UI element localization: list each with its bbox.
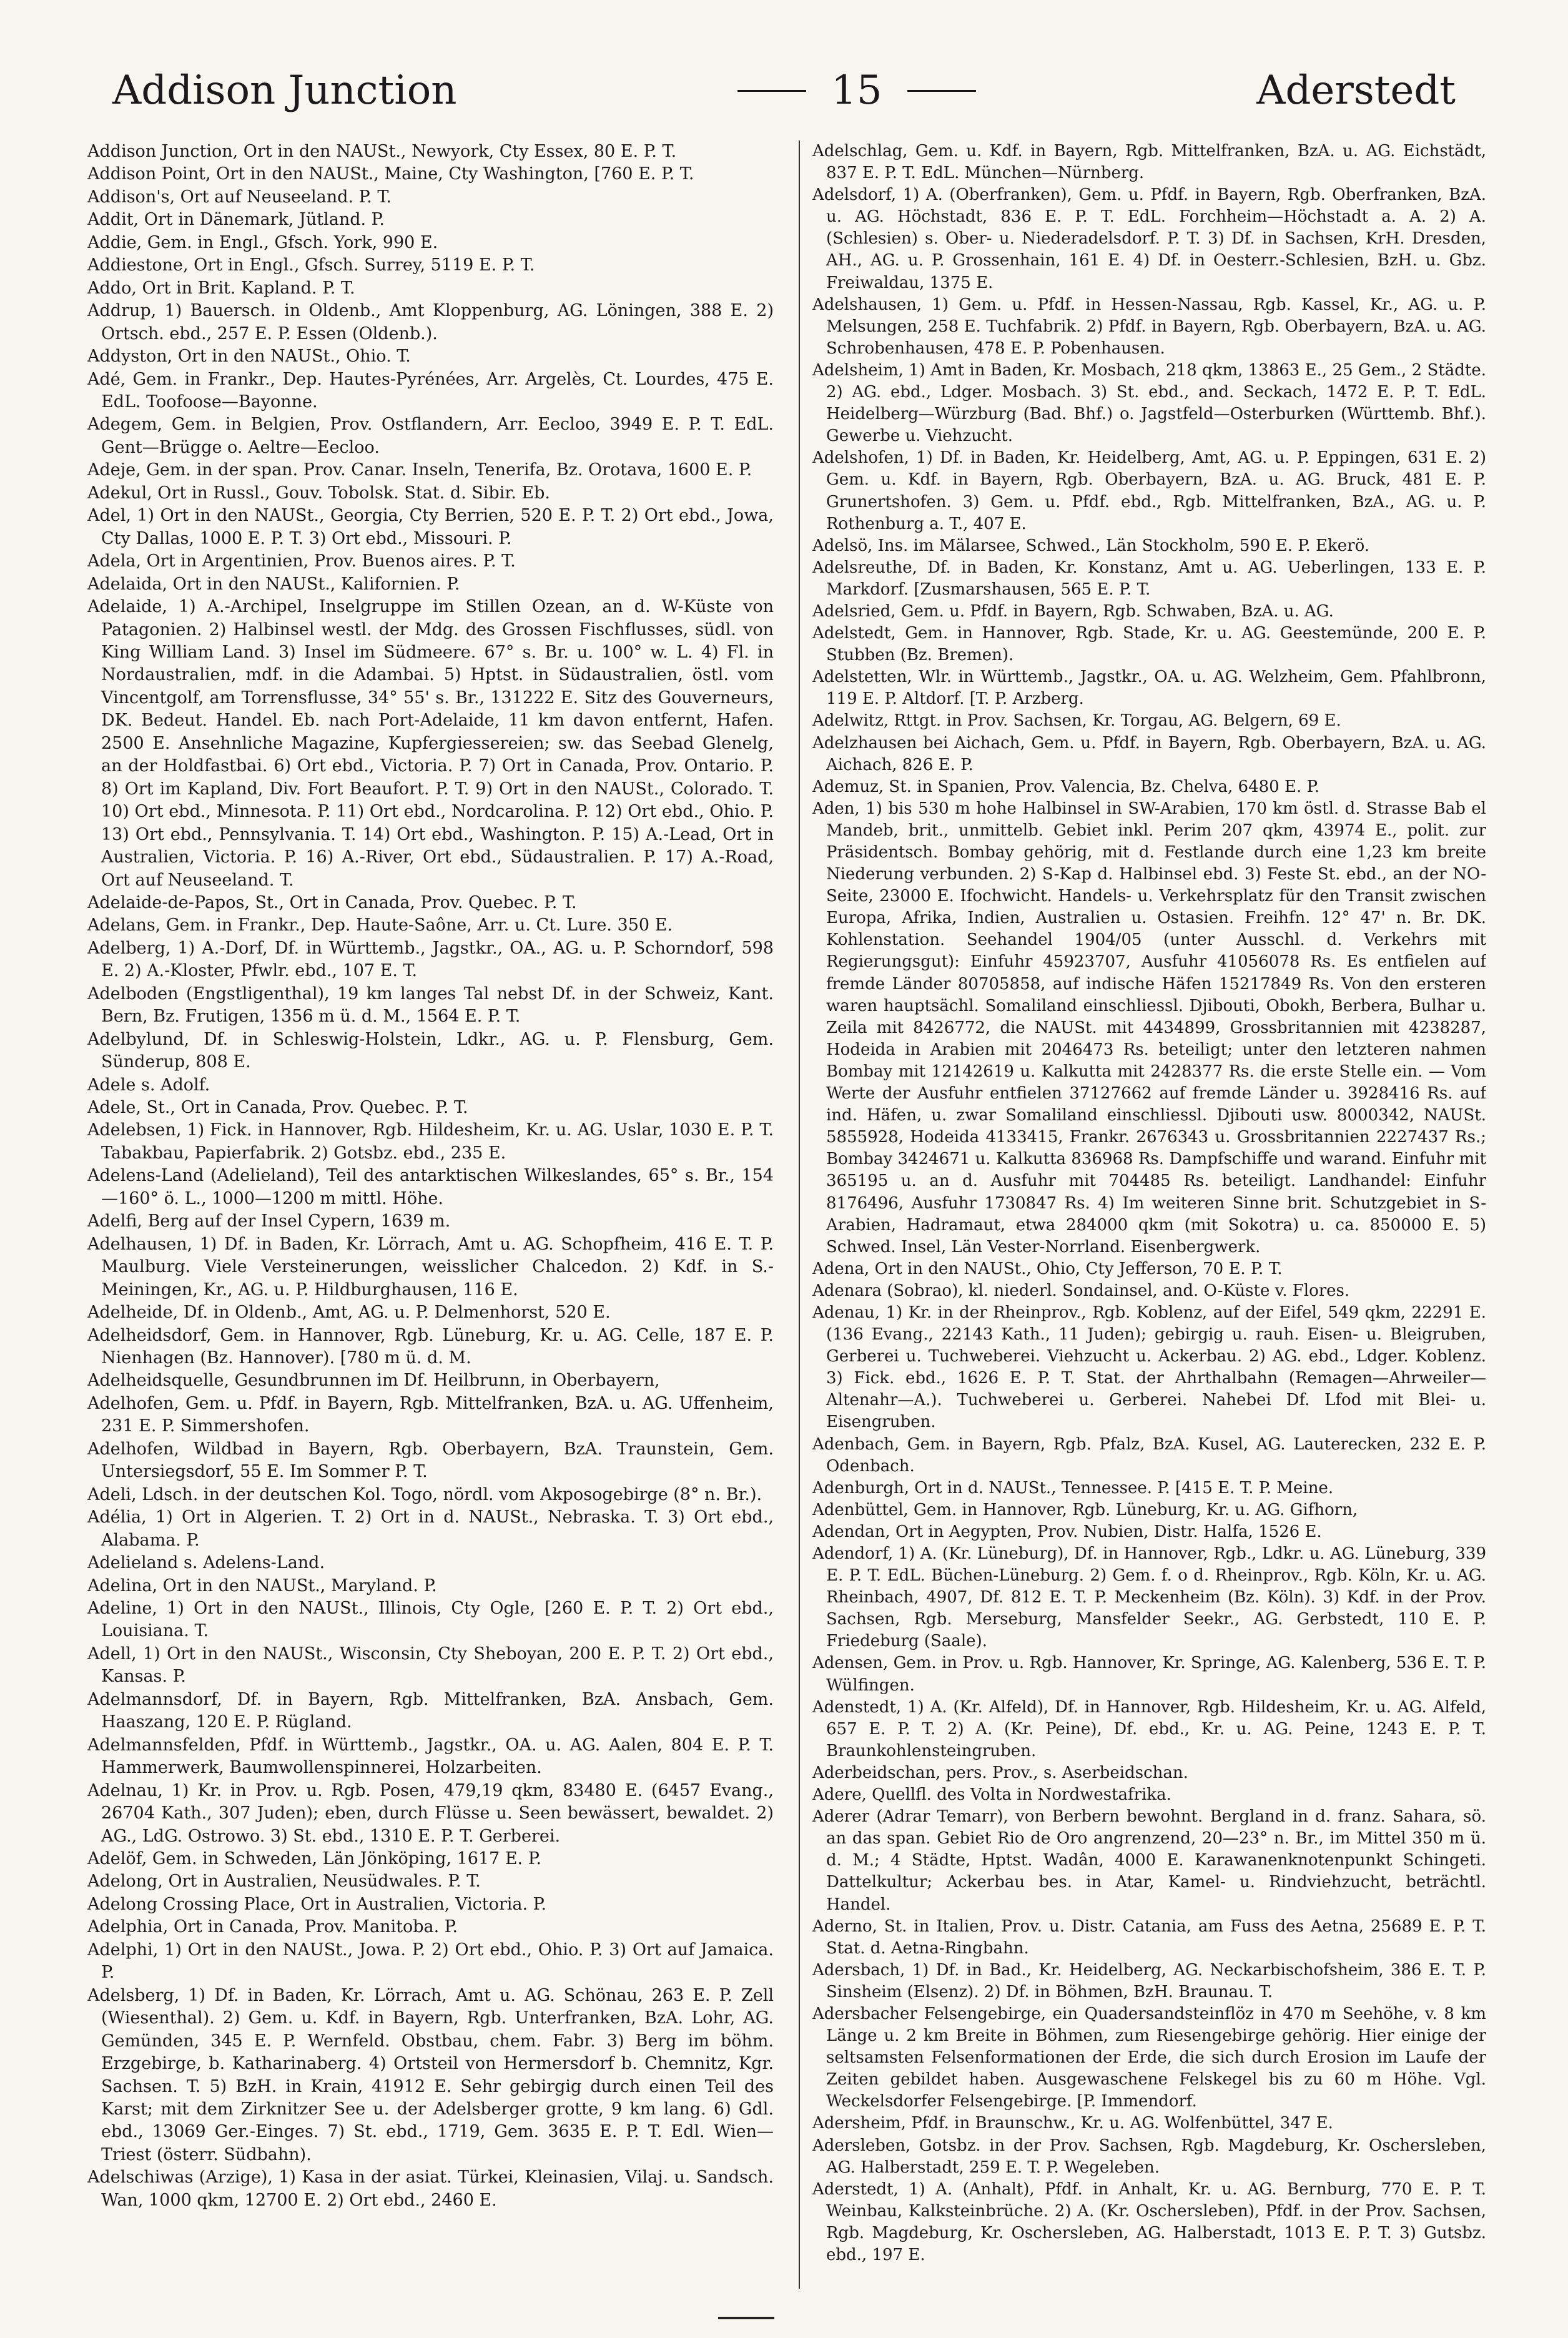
- dictionary-entry: Aderstedt, 1) A. (Anhalt), Pfdf. in Anhalt, Kr. u. AG. Bernburg, 770 E. P. T. Weinbau, Kalksteinbrüche. 2) A. (Kr. Oschersleben), Pfdf. in der Prov. Sachsen, Rgb. Magdeburg, Kr. Oschersleben, AG. Halberstadt, 1013 E. P. T. 3) Gutsbz. ebd., 197 E.: [812, 2179, 1486, 2264]
- dictionary-entry: Adendan, Ort in Aegypten, Prov. Nubien, Distr. Halfa, 1526 E.: [812, 1522, 1322, 1541]
- dictionary-entry: Addo, Ort in Brit. Kapland. P. T.: [87, 278, 355, 298]
- dictionary-entry: Adelbylund, Df. in Schleswig-Holstein, Ldkr., AG. u. P. Flensburg, Gem. Sünderup, 808 E.: [87, 1029, 774, 1072]
- dictionary-entry: Aderno, St. in Italien, Prov. u. Distr. Catania, am Fuss des Aetna, 25689 E. P. T. Stat. d. Aetna-Ringbahn.: [812, 1916, 1486, 1958]
- dictionary-entry: Adendorf, 1) A. (Kr. Lüneburg), Df. in Hannover, Rgb., Ldkr. u. AG. Lüneburg, 339 E. P. T. EdL. Büchen-Lüneburg. 2) Gem. f. o d. Rheinprov., Rgb. Köln, Kr. u. AG. Rheinbach, 4907, Df. 812 E. T. P. Meckenheim (Bz. Köln). 3) Kdf. in der Prov. Sachsen, Rgb. Merseburg, Mansfelder Seekr., AG. Gerbstedt, 110 E. P. Friedeburg (Saale).: [812, 1544, 1486, 1651]
- dictionary-entry: Adelphi, 1) Ort in den NAUSt., Jowa. P. 2) Ort ebd., Ohio. P. 3) Ort auf Jamaica. P.: [87, 1940, 774, 1983]
- dictionary-entry: Adelens-Land (Adelieland), Teil des antarktischen Wilkeslandes, 65° s. Br., 154—160° ö. L., 1000—1200 m mittl. Höhe.: [87, 1166, 774, 1208]
- dictionary-entry: Adelschiwas (Arzige), 1) Kasa in der asiat. Türkei, Kleinasien, Vilaj. u. Sandsch. Wan, 1000 qkm, 12700 E. 2) Ort ebd., 2460 E.: [87, 2168, 774, 2210]
- dictionary-entry: Adelheidsdorf, Gem. in Hannover, Rgb. Lüneburg, Kr. u. AG. Celle, 187 E. P. Nienhagen (Bz. Hannover). [780 m ü. d. M.: [87, 1325, 774, 1368]
- dictionary-entry: Adeje, Gem. in der span. Prov. Canar. Inseln, Tenerifa, Bz. Orotava, 1600 E. P.: [87, 460, 752, 480]
- dictionary-entry: Adelheidsquelle, Gesundbrunnen im Df. Heilbrunn, in Oberbayern,: [87, 1371, 660, 1391]
- dictionary-entry: Adelshausen, 1) Gem. u. Pfdf. in Hessen-Nassau, Rgb. Kassel, Kr., AG. u. P. Melsungen, 258 E. Tuchfabrik. 2) Pfdf. in Bayern, Rgb. Oberbayern, BzA. u. AG. Schrobenhausen, 478 E. P. Pobenhausen.: [812, 295, 1486, 358]
- dictionary-entry: Adelheide, Df. in Oldenb., Amt, AG. u. P. Delmenhorst, 520 E.: [87, 1303, 611, 1323]
- dictionary-entry: Adelnau, 1) Kr. in Prov. u. Rgb. Posen, 479,19 qkm, 83480 E. (6457 Evang., 26704 Kath., 307 Juden); eben, durch Flüsse u. Seen bewässert, bewaldet. 2) AG., LdG. Ostrowo. 3) St. ebd., 1310 E. P. T. Gerberei.: [87, 1780, 774, 1846]
- dictionary-entry: Adelong Crossing Place, Ort in Australien, Victoria. P.: [87, 1894, 546, 1914]
- dictionary-entry: Adelmannsfelden, Pfdf. in Württemb., Jagstkr., OA. u. AG. Aalen, 804 E. P. T. Hammerwerk, Baumwollenspinnerei, Holzarbeiten.: [87, 1735, 774, 1778]
- dictionary-entry: Ademuz, St. in Spanien, Prov. Valencia, Bz. Chelva, 6480 E. P.: [812, 777, 1319, 796]
- dictionary-entry: Adenstedt, 1) A. (Kr. Alfeld), Df. in Hannover, Rgb. Hildesheim, Kr. u. AG. Alfeld, 657 E. P. T. 2) A. (Kr. Peine), Df. ebd., Kr. u. AG. Peine, 1243 E. P. T. Braunkohlensteingruben.: [812, 1697, 1486, 1760]
- dictionary-entry: Adelzhausen bei Aichach, Gem. u. Pfdf. in Bayern, Rgb. Oberbayern, BzA. u. AG. Aichach, 826 E. P.: [812, 733, 1486, 774]
- header-rule-right: [907, 90, 976, 92]
- dictionary-entry: Adersleben, Gotsbz. in der Prov. Sachsen, Rgb. Magdeburg, Kr. Oschersleben, AG. Halberstadt, 259 E. T. P. Wegeleben.: [812, 2136, 1486, 2177]
- header-left-keyword: Addison Junction: [112, 67, 457, 114]
- dictionary-entry: Adenau, 1) Kr. in der Rheinprov., Rgb. Koblenz, auf der Eifel, 549 qkm, 22291 E. (136 Evang., 22143 Kath., 11 Juden); gebirgig u. rauh. Eisen- u. Bleigruben, Gerberei u. Tuchweberei. Viehzucht u. Ackerbau. 2) AG. ebd., Ldger. Koblenz. 3) Fick. ebd., 1626 E. P. T. Stat. der Ahrthalbahn (Remagen—Ahrweiler—Altenahr—A.). Tuchweberei u. Gerberei. Nahebei Df. Lfod mit Blei- u. Eisengruben.: [812, 1303, 1486, 1432]
- dictionary-entry: Adela, Ort in Argentinien, Prov. Buenos aires. P. T.: [87, 551, 516, 571]
- dictionary-entry: Adelwitz, Rttgt. in Prov. Sachsen, Kr. Torgau, AG. Belgern, 69 E.: [812, 711, 1341, 731]
- dictionary-entry: Adelsö, Ins. im Mälarsee, Schwed., Län Stockholm, 590 E. P. Ekerö.: [812, 536, 1370, 555]
- dictionary-entry: Adenara (Sobrao), kl. niederl. Sondainsel, and. O-Küste v. Flores.: [812, 1281, 1350, 1300]
- dictionary-entry: Adelaida, Ort in den NAUSt., Kalifornien. P.: [87, 574, 460, 594]
- dictionary-entry: Adelsried, Gem. u. Pfdf. in Bayern, Rgb. Schwaben, BzA. u. AG.: [812, 601, 1334, 621]
- dictionary-entry: Adelaide, 1) A.-Archipel, Inselgruppe im Stillen Ozean, an d. W-Küste von Patagonien. 2) Halbinsel westl. der Mdg. des Grossen Fischflusses, südl. von King William Land. 3) Insel im Südmeere. 67° s. Br. u. 100° w. L. 4) Fl. in Nordaustralien, mdf. in die Adambai. 5) Hptst. in Südaustralien, östl. vom Vincentgolf, am Torrensflusse, 34° 55' s. Br., 131222 E. Sitz des Gouverneurs, DK. Bedeut. Handel. Eb. nach Port-Adelaide, 11 km davon entfernt, Hafen. 2500 E. Ansehnliche Magazine, Kupfergiessereien; sw. das Seebad Glenelg, an der Holdfastbai. 6) Ort ebd., Victoria. P. 7) Ort in Canada, Prov. Ontario. P. 8) Ort im Kapland, Div. Fort Beaufort. P. T. 9) Ort in den NAUSt., Colorado. T. 10) Ort ebd., Minnesota. P. 11) Ort ebd., Nordcarolina. P. 12) Ort ebd., Ohio. P. 13) Ort ebd., Pennsylvania. T. 14) Ort ebd., Washington. P. 15) A.-Lead, Ort in Australien, Victoria. P. 16) A.-River, Ort ebd., Südaustralien. P. 17) A.-Road, Ort auf Neuseeland. T.: [87, 597, 774, 890]
- dictionary-entry: Adensen, Gem. in Prov. u. Rgb. Hannover, Kr. Springe, AG. Kalenberg, 536 E. T. P. Wülfingen.: [812, 1654, 1486, 1695]
- dictionary-entry: Adelstetten, Wlr. in Württemb., Jagstkr., OA. u. AG. Welzheim, Gem. Pfahlbronn, 119 E. P. Altdorf. [T. P. Arzberg.: [812, 668, 1486, 709]
- dictionary-entry: Addyston, Ort in den NAUSt., Ohio. T.: [87, 347, 411, 367]
- dictionary-entry: Adelebsen, 1) Fick. in Hannover, Rgb. Hildesheim, Kr. u. AG. Uslar, 1030 E. P. T. Tabakbau, Papierfabrik. 2) Gotsbz. ebd., 235 E.: [87, 1120, 774, 1163]
- dictionary-entry: Adersbacher Felsengebirge, ein Quadersandsteinflöz in 470 m Seehöhe, v. 8 km Länge u. 2 km Breite in Böhmen, zum Riesengebirge gehörig. Hier einige der seltsamsten Felsenformationen der Erde, die sich durch Erosion im Laufe der Zeiten gebildet haben. Ausgewaschene Felskegel bis zu 60 m Höhe. Vgl. Weckelsdorfer Felsengebirge. [P. Immendorf.: [812, 2004, 1486, 2111]
- dictionary-entry: Adelong, Ort in Australien, Neusüdwales. P. T.: [87, 1872, 481, 1892]
- dictionary-entry: Adersheim, Pfdf. in Braunschw., Kr. u. AG. Wolfenbüttel, 347 E.: [812, 2114, 1333, 2133]
- dictionary-entry: Adelhofen, Wildbad in Bayern, Rgb. Oberbayern, BzA. Traunstein, Gem. Untersiegsdorf, 55 E. Im Sommer P. T.: [87, 1439, 774, 1482]
- header-center: [737, 67, 975, 114]
- dictionary-entry: Adelsdorf, 1) A. (Oberfranken), Gem. u. Pfdf. in Bayern, Rgb. Oberfranken, BzA. u. AG. Höchstadt, 836 E. P. T. EdL. Forchheim—Höchstadt a. A. 2) A. (Schlesien) s. Ober- u. Niederadelsdorf. P. T. 3) Df. in Sachsen, KrH. Dresden, AH., AG. u. P. Grossenhain, 161 E. 4) Df. in Oesterr.-Schlesien, BzH. u. Gbz. Freiwaldau, 1375 E.: [812, 185, 1486, 292]
- dictionary-entry: Adersbach, 1) Df. in Bad., Kr. Heidelberg, AG. Neckarbischofsheim, 386 E. T. P. Sinsheim (Elsenz). 2) Df. in Böhmen, BzH. Braunau. T.: [812, 1960, 1486, 2001]
- dictionary-entry: Adelsheim, 1) Amt in Baden, Kr. Mosbach, 218 qkm, 13863 E., 25 Gem., 2 Städte. 2) AG. ebd., Ldger. Mosbach. 3) St. ebd., and. Seckach, 1472 E. P. T. EdL. Heidelberg—Würzburg (Bad. Bhf.) o. Jagstfeld—Osterburken (Württemb. Bhf.). Gewerbe u. Viehzucht.: [812, 360, 1486, 446]
- text-columns: [87, 141, 1486, 2289]
- dictionary-entry: Aderbeidschan, pers. Prov., s. Aserbeidschan.: [812, 1763, 1188, 1782]
- dictionary-entry: Adelsberg, 1) Df. in Baden, Kr. Lörrach, Amt u. AG. Schönau, 263 E. P. Zell (Wiesenthal). 2) Gem. u. Kdf. in Bayern, Rgb. Unterfranken, BzA. Lohr, AG. Gemünden, 345 E. P. Wernfeld. Obstbau, chem. Fabr. 3) Berg im böhm. Erzgebirge, b. Katharinaberg. 4) Ortsteil von Hermersdorf b. Chemnitz, Kgr. Sachsen. T. 5) BzH. in Krain, 41912 E. Sehr gebirgig durch einen Teil des Karst; mit dem Zirknitzer See u. der Adelsberger grotte, 9 km lang. 6) Gdl. ebd., 13069 Ger.-Einges. 7) St. ebd., 1719, Gem. 3635 E. P. T. Edl. Wien—Triest (österr. Südbahn).: [87, 1985, 774, 2164]
- dictionary-entry: Aden, 1) bis 530 m hohe Halbinsel in SW-Arabien, 170 km östl. d. Strasse Bab el Mandeb, brit., unmittelb. Gebiet inkl. Perim 207 qkm, 43974 E., polit. zur Präsidentsch. Bombay gehörig, mit d. Festlande durch eine 1,23 km breite Niederung verbunden. 2) S-Kap d. Halbinsel ebd. 3) Feste St. ebd., an der NO-Seite, 23000 E. Ifochwicht. Handels- u. Verkehrsplatz für den Transit zwischen Europa, Afrika, Indien, Australien u. Ostasien. Freihfn. 12° 47' n. Br. DK. Kohlenstation. Seehandel 1904/05 (unter Ausschl. d. Verkehrs mit Regierungsgut): Einfuhr 45923707, Ausfuhr 41056078 Rs. Es entfielen auf fremde Länder 80705858, auf indische Häfen 15217849 Rs. Von den ersteren waren hauptsächl. Somaliland einschliessl. Djibouti, Obokh, Berbera, Bulhar u. Zeila mit 8426772, die NAUSt. mit 4434899, Grossbritannien mit 4238287, Hodeida in Arabien mit 2046473 Rs. beteiligt; unter den letzteren nahmen Bombay mit 12142619 u. Kalkutta mit 2428377 Rs. die erste Stelle ein. — Vom Werte der Ausfuhr entfielen 37127662 auf fremde Länder u. 3928416 Rs. auf ind. Häfen, u. zwar Somaliland einschliessl. Djibouti usw. 8000342, NAUSt. 5855928, Hodeida 4133415, Frankr. 2676343 u. Grossbritannien 2227437 Rs.; Bombay 3424671 u. Kalkutta 836968 Rs. Dampfschiffe und warand. Einfuhr mit 365195 u. an d. Ausfuhr mit 704485 Rs. beteiligt. Landhandel: Einfuhr 8176496, Ausfuhr 1730847 Rs. 4) Im weiteren Sinne brit. Schutzgebiet in S-Arabien, Hadramaut, etwa 284000 qkm (mit Sokotra) u. ca. 850000 E. 5) Schwed. Insel, Län Vester-Norrland. Eisenbergwerk.: [812, 799, 1486, 1256]
- dictionary-entry: Adelsreuthe, Df. in Baden, Kr. Konstanz, Amt u. AG. Ueberlingen, 133 E. P. Markdorf. [Zusmarshausen, 565 E. P. T.: [812, 558, 1486, 599]
- dictionary-entry: Adere, Quellfl. des Volta in Nordwestafrika.: [812, 1785, 1171, 1805]
- dictionary-entry: Adelans, Gem. in Frankr., Dep. Haute-Saône, Arr. u. Ct. Lure. 350 E.: [87, 915, 673, 935]
- dictionary-entry: Addrup, 1) Bauersch. in Oldenb., Amt Kloppenburg, AG. Löningen, 388 E. 2) Ortsch. ebd., 257 E. P. Essen (Oldenb.).: [87, 301, 774, 343]
- left-column: [87, 141, 774, 2289]
- dictionary-entry: Adekul, Ort in Russl., Gouv. Tobolsk. Stat. d. Sibir. Eb.: [87, 483, 550, 503]
- dictionary-entry: Adé, Gem. in Frankr., Dep. Hautes-Pyrénées, Arr. Argelès, Ct. Lourdes, 475 E. EdL. Toofoose—Bayonne.: [87, 369, 774, 412]
- dictionary-entry: Addison Point, Ort in den NAUSt., Maine, Cty Washington, [760 E. P. T.: [87, 164, 694, 184]
- dictionary-entry: Adelberg, 1) A.-Dorf, Df. in Württemb., Jagstkr., OA., AG. u. P. Schorndorf, 598 E. 2) A.-Kloster, Pfwlr. ebd., 107 E. T.: [87, 938, 774, 981]
- page-header: [112, 50, 1456, 131]
- dictionary-entry: Adele s. Adolf.: [87, 1075, 210, 1095]
- dictionary-entry: Adelöf, Gem. in Schweden, Län Jönköping, 1617 E. P.: [87, 1848, 541, 1868]
- header-right-keyword: Aderstedt: [1256, 67, 1456, 114]
- dictionary-entry: Adelina, Ort in den NAUSt., Maryland. P.: [87, 1576, 437, 1596]
- dictionary-entry: Adel, 1) Ort in den NAUSt., Georgia, Cty Berrien, 520 E. P. T. 2) Ort ebd., Jowa, Cty Dallas, 1000 E. P. T. 3) Ort ebd., Missouri. P.: [87, 506, 774, 548]
- dictionary-entry: Adelhofen, Gem. u. Pfdf. in Bayern, Rgb. Mittelfranken, BzA. u. AG. Uffenheim, 231 E. P. Simmershofen.: [87, 1393, 774, 1436]
- dictionary-entry: Adélia, 1) Ort in Algerien. T. 2) Ort in d. NAUSt., Nebraska. T. 3) Ort ebd., Alabama. P.: [87, 1507, 774, 1550]
- dictionary-entry: Addie, Gem. in Engl., Gfsch. York, 990 E.: [87, 232, 438, 252]
- dictionary-entry: Adeli, Ldsch. in der deutschen Kol. Togo, nördl. vom Akposogebirge (8° n. Br.).: [87, 1484, 762, 1504]
- dictionary-entry: Aderer (Adrar Temarr), von Berbern bewohnt. Bergland in d. franz. Sahara, sö. an das span. Gebiet Rio de Oro angrenzend, 20—23° n. Br., im Mittel 350 m ü. d. M.; 4 Städte, Hptst. Wadân, 4000 E. Karawanenknotenpunkt Schingeti. Dattelkultur; Ackerbau bes. in Atar, Kamel- u. Rindviehzucht, beträchtl. Handel.: [812, 1807, 1486, 1914]
- dictionary-entry: Adele, St., Ort in Canada, Prov. Quebec. P. T.: [87, 1098, 468, 1118]
- dictionary-entry: Adegem, Gem. in Belgien, Prov. Ostflandern, Arr. Eecloo, 3949 E. P. T. EdL. Gent—Brügge o. Aeltre—Eecloo.: [87, 415, 774, 457]
- header-rule-left: [737, 90, 806, 92]
- dictionary-entry: Adenbüttel, Gem. in Hannover, Rgb. Lüneburg, Kr. u. AG. Gifhorn,: [812, 1500, 1358, 1519]
- dictionary-entry: Addit, Ort in Dänemark, Jütland. P.: [87, 210, 385, 230]
- dictionary-entry: Adelshofen, 1) Df. in Baden, Kr. Heidelberg, Amt, AG. u. P. Eppingen, 631 E. 2) Gem. u. Kdf. in Bayern, Rgb. Oberbayern, BzA. u. AG. Bruck, 481 E. P. Grunertshofen. 3) Gem. u. Pfdf. ebd., Rgb. Mittelfranken, BzA., AG. u. P. Rothenburg a. T., 407 E.: [812, 448, 1486, 533]
- dictionary-entry: Adelboden (Engstligenthal), 19 km langes Tal nebst Df. in der Schweiz, Kant. Bern, Bz. Frutigen, 1356 m ü. d. M., 1564 E. P. T.: [87, 984, 774, 1027]
- dictionary-entry: Adenburgh, Ort in d. NAUSt., Tennessee. P. [415 E. T. P. Meine.: [812, 1478, 1334, 1497]
- dictionary-entry: Addison's, Ort auf Neuseeland. P. T.: [87, 187, 392, 207]
- page-number: 15: [831, 67, 882, 114]
- right-column: [799, 141, 1486, 2289]
- footer-mark: [718, 2317, 774, 2319]
- dictionary-entry: Adenbach, Gem. in Bayern, Rgb. Pfalz, BzA. Kusel, AG. Lauterecken, 232 E. P. Odenbach.: [812, 1434, 1486, 1476]
- dictionary-entry: Adelstedt, Gem. in Hannover, Rgb. Stade, Kr. u. AG. Geestemünde, 200 E. P. Stubben (Bz. Bremen).: [812, 624, 1486, 665]
- dictionary-entry: Adelfi, Berg auf der Insel Cypern, 1639 m.: [87, 1211, 451, 1231]
- dictionary-entry: Adelschlag, Gem. u. Kdf. in Bayern, Rgb. Mittelfranken, BzA. u. AG. Eichstädt, 837 E. P. T. EdL. München—Nürnberg.: [812, 142, 1486, 183]
- dictionary-entry: Adelieland s. Adelens-Land.: [87, 1553, 325, 1573]
- dictionary-entry: Addiestone, Ort in Engl., Gfsch. Surrey, 5119 E. P. T.: [87, 255, 535, 275]
- dictionary-entry: Adeline, 1) Ort in den NAUSt., Illinois, Cty Ogle, [260 E. P. T. 2) Ort ebd., Louisiana. T.: [87, 1599, 774, 1641]
- dictionary-entry: Adelaide-de-Papos, St., Ort in Canada, Prov. Quebec. P. T.: [87, 892, 577, 912]
- dictionary-entry: Adelhausen, 1) Df. in Baden, Kr. Lörrach, Amt u. AG. Schopfheim, 416 E. T. P. Maulburg. Viele Versteinerungen, weisslicher Chalcedon. 2) Kdf. in S.-Meiningen, Kr., AG. u. P. Hildburghausen, 116 E.: [87, 1234, 774, 1300]
- dictionary-entry: Adell, 1) Ort in den NAUSt., Wisconsin, Cty Sheboyan, 200 E. P. T. 2) Ort ebd., Kansas. P.: [87, 1644, 774, 1687]
- dictionary-entry: Adelmannsdorf, Df. in Bayern, Rgb. Mittelfranken, BzA. Ansbach, Gem. Haaszang, 120 E. P. Rügland.: [87, 1689, 774, 1732]
- dictionary-entry: Addison Junction, Ort in den NAUSt., Newyork, Cty Essex, 80 E. P. T.: [87, 142, 677, 161]
- dictionary-entry: Adelphia, Ort in Canada, Prov. Manitoba. P.: [87, 1917, 458, 1937]
- dictionary-entry: Adena, Ort in den NAUSt., Ohio, Cty Jefferson, 70 E. P. T.: [812, 1259, 1283, 1278]
